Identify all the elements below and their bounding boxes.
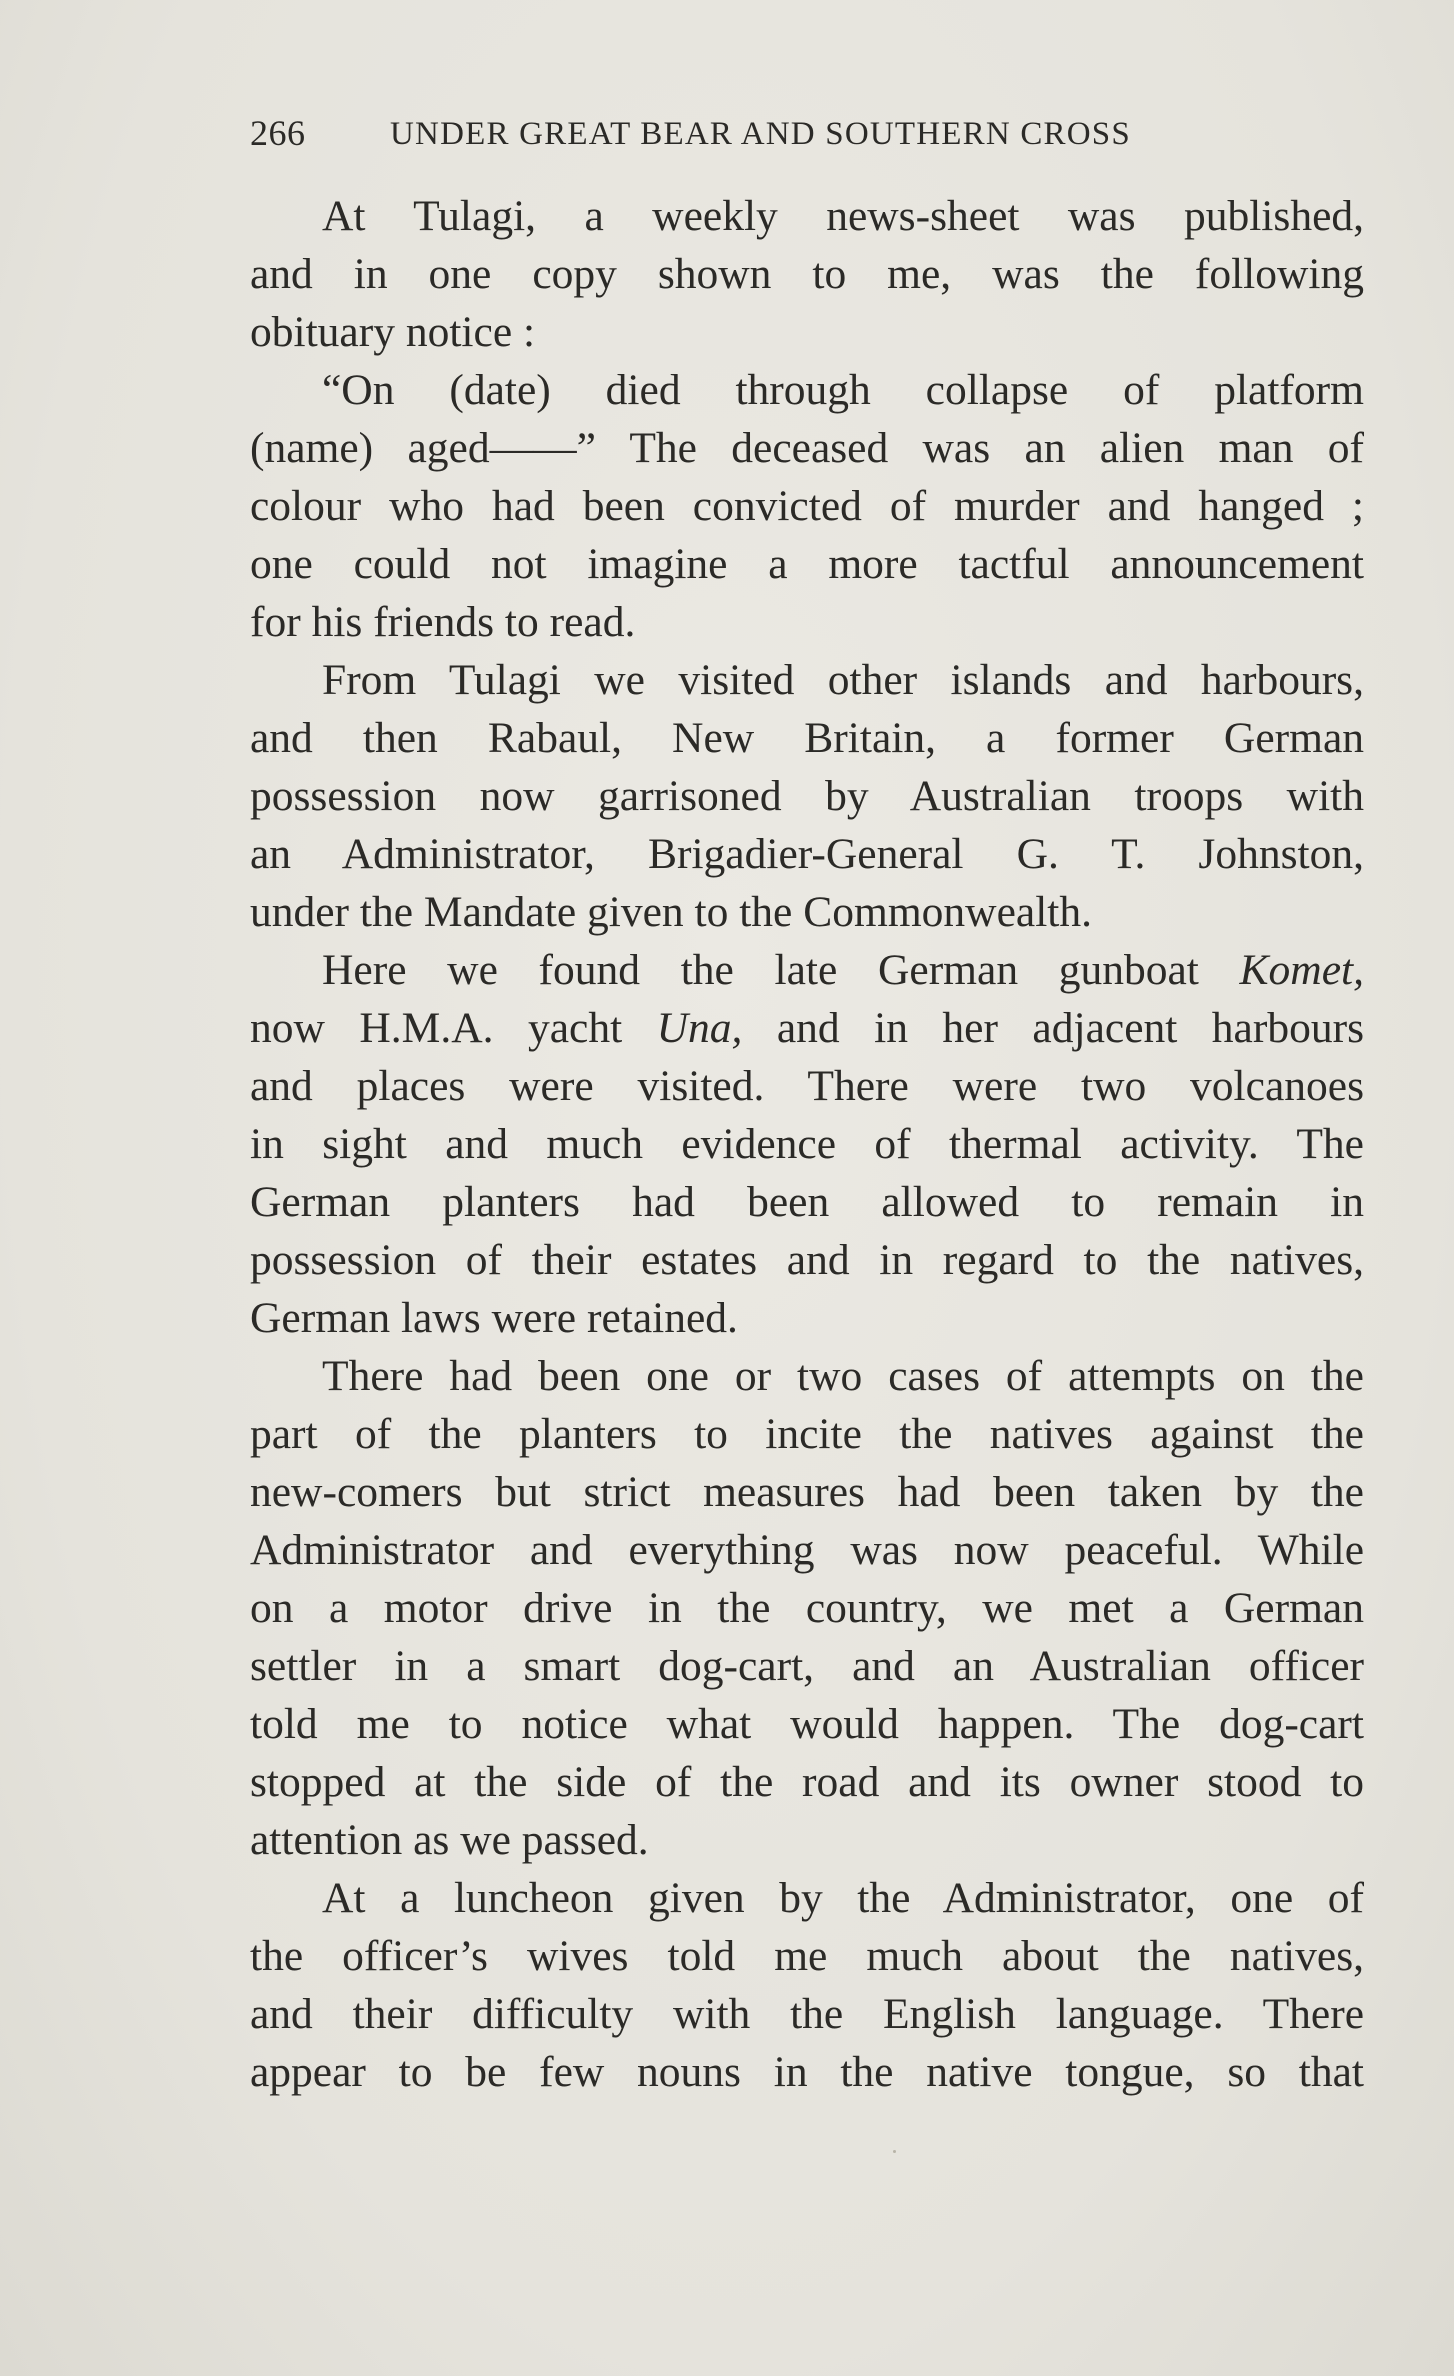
text-line: obituary notice : (250, 308, 536, 356)
text-line: and in one copy shown to me, was the following (250, 250, 1364, 298)
text-line: appear to be few nouns in the native tongue, so that (250, 2048, 1364, 2096)
text-line: an Administrator, Brigadier-General G. T. Johnston, (250, 830, 1364, 878)
text-line: possession now garrisoned by Australian troops with (250, 772, 1364, 820)
italic-ship-name: Una, (656, 1004, 743, 1052)
text-line: settler in a smart dog-cart, and an Australian officer (250, 1642, 1364, 1690)
text-line: on a motor drive in the country, we met a German (250, 1584, 1364, 1632)
body-text (250, 187, 1364, 2101)
text-line: part of the planters to incite the natives against the (250, 1410, 1364, 1458)
text-line: told me to notice what would happen. The dog-cart (250, 1700, 1364, 1748)
text-line: German planters had been allowed to remain in (250, 1178, 1364, 1226)
running-head: UNDER GREAT BEAR AND SOUTHERN CROSS (390, 116, 1131, 152)
text-line: and then Rabaul, New Britain, a former German (250, 714, 1364, 762)
text-line: At Tulagi, a weekly news-sheet was published, (322, 192, 1364, 240)
text-line: one could not imagine a more tactful announcement (250, 540, 1364, 588)
text-line (250, 941, 1364, 999)
page-header (250, 112, 1250, 162)
text-line: and places were visited. There were two volcanoes (250, 1062, 1364, 1110)
text-line: (name) aged——” The deceased was an alien man of (250, 424, 1364, 472)
text-line: “On (date) died through collapse of platform (322, 366, 1364, 414)
text-line (250, 999, 1364, 1057)
paper-speck (893, 2150, 896, 2153)
text-run: now H.M.A. yacht (250, 1004, 657, 1052)
text-line: At a luncheon given by the Administrator, one of (322, 1874, 1364, 1922)
italic-ship-name: Komet, (1239, 946, 1364, 994)
text-line: stopped at the side of the road and its owner stood to (250, 1758, 1364, 1806)
text-line: There had been one or two cases of attempts on the (322, 1352, 1364, 1400)
text-line: colour who had been convicted of murder and hanged ; (250, 482, 1364, 530)
text-line: possession of their estates and in regard to the natives, (250, 1236, 1364, 1284)
text-line: under the Mandate given to the Commonwealth. (250, 888, 1093, 936)
text-line: the officer’s wives told me much about the natives, (250, 1932, 1364, 1980)
page-number: 266 (250, 113, 306, 153)
text-run: and in her adjacent harbours (742, 1004, 1364, 1052)
text-line: German laws were retained. (250, 1294, 738, 1342)
text-line: in sight and much evidence of thermal activity. The (250, 1120, 1364, 1168)
text-run: Here we found the late German gunboat (322, 946, 1240, 994)
text-line: From Tulagi we visited other islands and harbours, (322, 656, 1364, 704)
text-line: attention as we passed. (250, 1816, 649, 1864)
text-line: new-comers but strict measures had been taken by the (250, 1468, 1364, 1516)
text-line: for his friends to read. (250, 598, 636, 646)
text-line: Administrator and everything was now peaceful. While (250, 1526, 1364, 1574)
text-line: and their difficulty with the English language. There (250, 1990, 1364, 2038)
